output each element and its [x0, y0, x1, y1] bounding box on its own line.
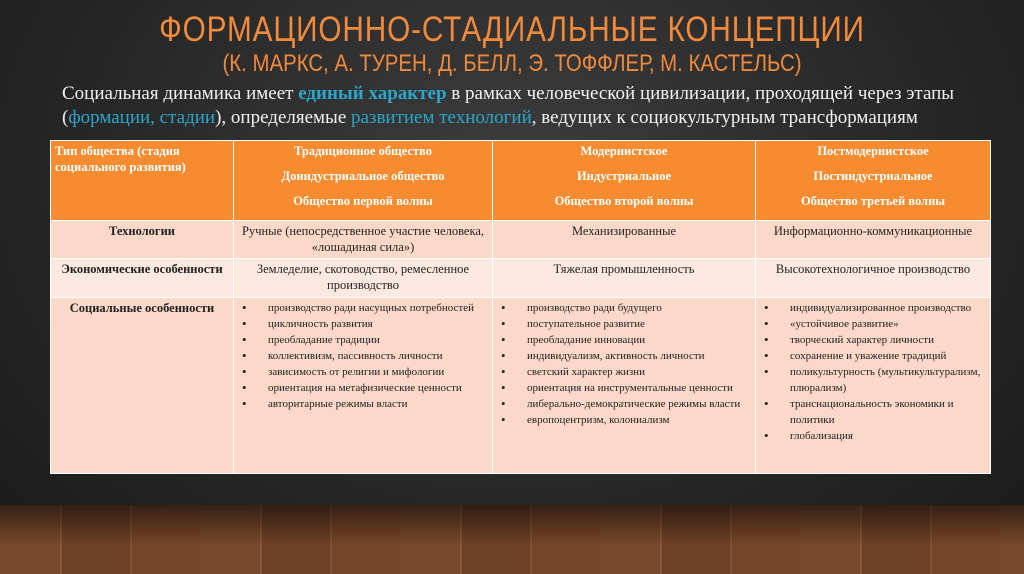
- list-item: • транснациональность экономики и политики: [760, 396, 986, 428]
- list-item: • индивидуализированное производство: [760, 300, 986, 316]
- list-item: • поликультурность (мультикультурализм, плюрализм): [760, 364, 986, 396]
- header-line: Индустриальное: [576, 169, 672, 183]
- intro-highlight: формации, стадии: [68, 107, 216, 128]
- table-cell: [756, 298, 991, 474]
- intro-part: , ведущих к социокультурным трансформациям: [531, 107, 918, 128]
- header-line: Общество второй волны: [554, 194, 694, 208]
- list-item: • производство ради насущных потребностей: [238, 300, 488, 316]
- table-row: [51, 221, 991, 259]
- table-row: [51, 259, 991, 298]
- header-cell: [234, 141, 493, 221]
- header-line: Постмодернистское: [817, 144, 929, 158]
- slide-subtitle: (К. МАРКС, А. ТУРЕН, Д. БЕЛЛ, Э. ТОФФЛЕР, М. КАСТЕЛЬС): [222, 50, 802, 77]
- list-item: • ориентация на инструментальные ценности: [497, 380, 751, 396]
- list-item: • светский характер жизни: [497, 364, 751, 380]
- bullet-list: [238, 300, 488, 412]
- society-types-table: [50, 140, 991, 474]
- slide-title: ФОРМАЦИОННО-СТАДИАЛЬНЫЕ КОНЦЕПЦИИ: [159, 10, 865, 49]
- list-item: • производство ради будущего: [497, 300, 751, 316]
- table-cell: Информационно-коммуникационные: [756, 221, 991, 259]
- table-cell: Высокотехнологичное производство: [756, 259, 991, 298]
- list-item: • «устойчивое развитие»: [760, 316, 986, 332]
- intro-part: в рамках человеческой цивилизации, проходящей через этапы (: [62, 83, 955, 128]
- list-item: • преобладание традиции: [238, 332, 488, 348]
- row-label: Экономические особенности: [51, 259, 234, 298]
- intro-text: [62, 82, 982, 130]
- bullet-list: [760, 300, 986, 444]
- intro-part: ), определяемые: [215, 107, 351, 128]
- table-cell: Механизированные: [493, 221, 756, 259]
- table-cell: Тяжелая промышленность: [493, 259, 756, 298]
- list-item: • цикличность развития: [238, 316, 488, 332]
- header-cell: Тип общества (стадия социального развития): [51, 141, 234, 221]
- list-item: • коллективизм, пассивность личности: [238, 348, 488, 364]
- header-line: Модернистское: [580, 144, 668, 158]
- list-item: • либерально-демократические режимы власти: [497, 396, 751, 412]
- header-line: Доиндустриальное общество: [281, 169, 445, 183]
- list-item: • сохранение и уважение традиций: [760, 348, 986, 364]
- list-item: • европоцентризм, колониализм: [497, 412, 751, 428]
- header-line: Традиционное общество: [294, 144, 432, 158]
- table-cell: [493, 298, 756, 474]
- row-label: Социальные особенности: [51, 298, 234, 474]
- list-item: • авторитарные режимы власти: [238, 396, 488, 412]
- table-cell: Ручные (непосредственное участие человека, «лошадиная сила»): [234, 221, 493, 259]
- list-item: • творческий характер личности: [760, 332, 986, 348]
- list-item: • зависимость от религии и мифологии: [238, 364, 488, 380]
- intro-highlight: развитием технологий: [351, 107, 532, 128]
- list-item: • индивидуализм, активность личности: [497, 348, 751, 364]
- header-cell: [493, 141, 756, 221]
- header-line: Общество первой волны: [293, 194, 433, 208]
- list-item: • ориентация на метафизические ценности: [238, 380, 488, 396]
- bullet-list: [497, 300, 751, 428]
- intro-highlight: единый характер: [298, 83, 447, 104]
- table-header-row: [51, 141, 991, 221]
- header-cell: [756, 141, 991, 221]
- wood-floor-decoration: [0, 505, 1024, 574]
- header-line: Постиндустриальное: [813, 169, 933, 183]
- list-item: • поступательное развитие: [497, 316, 751, 332]
- list-item: • глобализация: [760, 428, 986, 444]
- table-row: [51, 298, 991, 474]
- intro-part: Социальная динамика имеет: [62, 83, 299, 104]
- header-line: Общество третьей волны: [800, 194, 946, 208]
- row-label: Технологии: [51, 221, 234, 259]
- table-cell: [234, 298, 493, 474]
- table-cell: Земледелие, скотоводство, ремесленное производство: [234, 259, 493, 298]
- list-item: • преобладание инновации: [497, 332, 751, 348]
